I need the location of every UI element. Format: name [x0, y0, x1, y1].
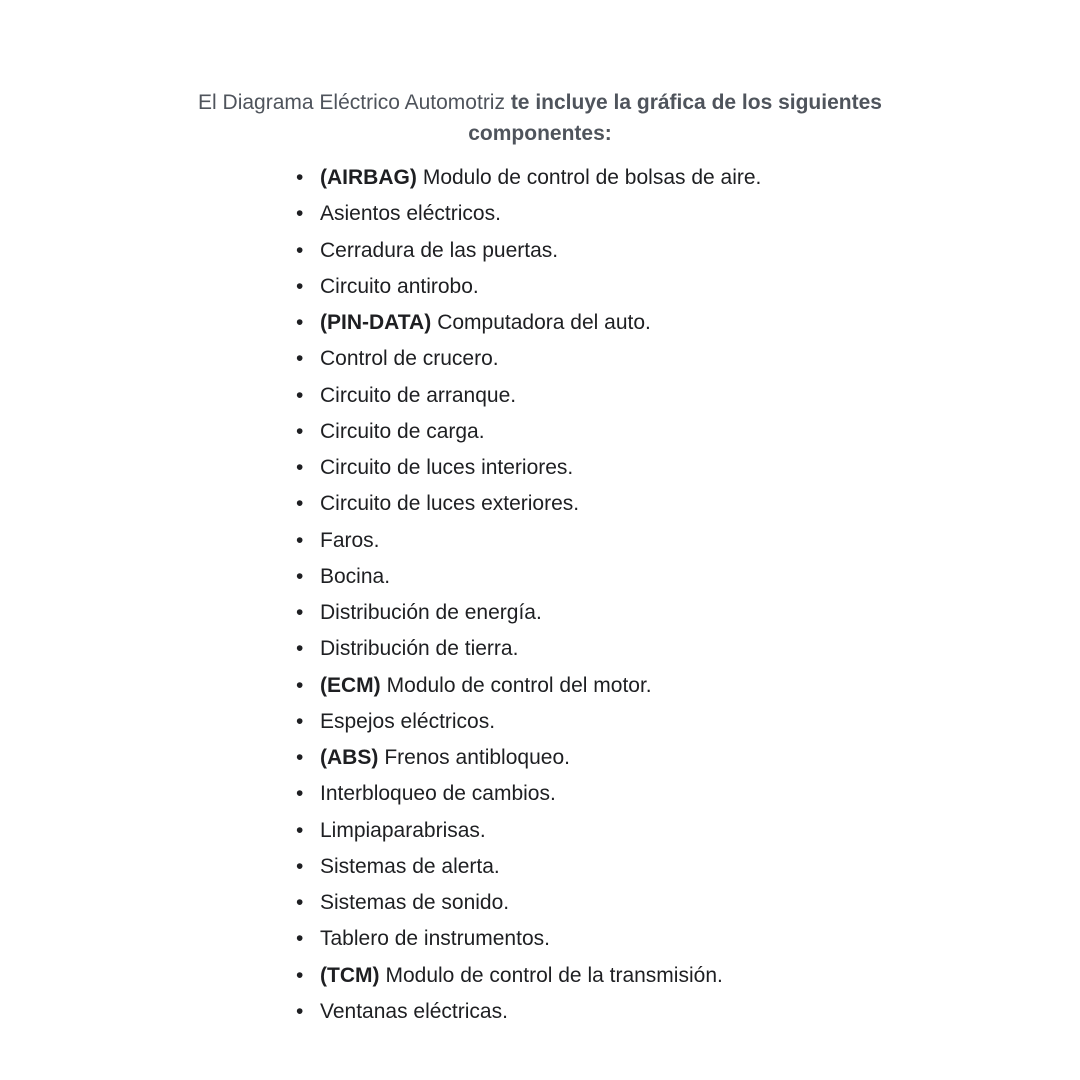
item-text: Sistemas de alerta.: [320, 854, 500, 878]
item-text: Modulo de control de la transmisión.: [385, 963, 723, 987]
item-text: Limpiaparabrisas.: [320, 818, 486, 842]
bullet-icon: •: [296, 274, 304, 298]
list-item: [296, 559, 761, 595]
list-item: [296, 595, 761, 631]
item-text: Circuito de arranque.: [320, 383, 517, 407]
bullet-icon: •: [296, 456, 304, 479]
list-item: [296, 269, 761, 305]
bullet-icon: •: [296, 818, 304, 842]
list-item: [296, 414, 761, 450]
list-item: [296, 631, 761, 667]
bullet-icon: •: [296, 673, 304, 697]
list-item: [296, 958, 761, 994]
intro-bold-text: te incluye la gráfica de los siguientes componentes:: [468, 91, 882, 145]
list-item: [296, 994, 761, 1030]
list-item: [296, 305, 761, 341]
item-text: Distribución de tierra.: [320, 637, 519, 661]
list-item: [296, 196, 761, 232]
bullet-icon: •: [296, 528, 304, 552]
item-text: Sistemas de sonido.: [320, 891, 510, 914]
item-code: (PIN-DATA): [320, 311, 432, 334]
list-item: [296, 378, 761, 414]
item-code: (ABS): [320, 746, 379, 769]
bullet-icon: •: [296, 419, 304, 443]
item-text: Interbloqueo de cambios.: [320, 782, 556, 806]
item-text: Circuito de luces exteriores.: [320, 492, 580, 516]
item-text: Espejos eléctricos.: [320, 709, 496, 733]
bullet-icon: •: [296, 927, 304, 951]
list-item: [296, 341, 761, 377]
list-item: [296, 740, 761, 776]
item-text: Computadora del auto.: [437, 311, 651, 334]
list-item: [296, 813, 761, 849]
item-code: (AIRBAG): [320, 166, 417, 189]
bullet-icon: •: [296, 166, 304, 189]
list-item: [296, 450, 761, 486]
bullet-icon: •: [296, 238, 304, 262]
item-text: Cerradura de las puertas.: [320, 238, 559, 262]
list-item: [296, 704, 761, 740]
bullet-icon: •: [296, 854, 304, 878]
item-text: Modulo de control de bolsas de aire.: [422, 166, 762, 189]
list-item: [296, 160, 761, 196]
intro-normal-text: El Diagrama Eléctrico Automotriz: [198, 91, 511, 114]
list-item: [296, 668, 761, 704]
item-text: Circuito de luces interiores.: [320, 456, 574, 479]
bullet-icon: •: [296, 891, 304, 914]
list-item: [296, 486, 761, 522]
bullet-icon: •: [296, 601, 304, 624]
bullet-icon: •: [296, 383, 304, 407]
bullet-icon: •: [296, 999, 304, 1023]
bullet-icon: •: [296, 782, 304, 806]
item-text: Bocina.: [320, 564, 391, 588]
item-code: (TCM): [320, 963, 380, 987]
list-item: [296, 233, 761, 269]
item-code: (ECM): [320, 673, 381, 697]
list-item: [296, 776, 761, 812]
bullet-icon: •: [296, 202, 304, 226]
list-item: [296, 523, 761, 559]
item-text: Asientos eléctricos.: [320, 202, 501, 226]
item-text: Ventanas eléctricas.: [320, 999, 508, 1023]
list-item: [296, 921, 761, 957]
bullet-icon: •: [296, 746, 304, 769]
bullet-icon: •: [296, 347, 304, 371]
bullet-icon: •: [296, 709, 304, 733]
item-text: Circuito de carga.: [320, 419, 485, 443]
bullet-icon: •: [296, 637, 304, 661]
item-text: Distribución de energía.: [320, 601, 542, 624]
item-text: Modulo de control del motor.: [386, 673, 652, 697]
bullet-icon: •: [296, 963, 304, 987]
item-text: Frenos antibloqueo.: [384, 746, 570, 769]
bullet-icon: •: [296, 492, 304, 516]
bullet-icon: •: [296, 311, 304, 334]
list-item: [296, 885, 761, 921]
components-list: [296, 160, 761, 1030]
item-text: Circuito antirobo.: [320, 274, 479, 298]
bullet-icon: •: [296, 564, 304, 588]
list-item: [296, 849, 761, 885]
item-text: Faros.: [320, 528, 380, 552]
item-text: Tablero de instrumentos.: [320, 927, 550, 951]
intro-paragraph: [170, 87, 910, 149]
item-text: Control de crucero.: [320, 347, 499, 371]
